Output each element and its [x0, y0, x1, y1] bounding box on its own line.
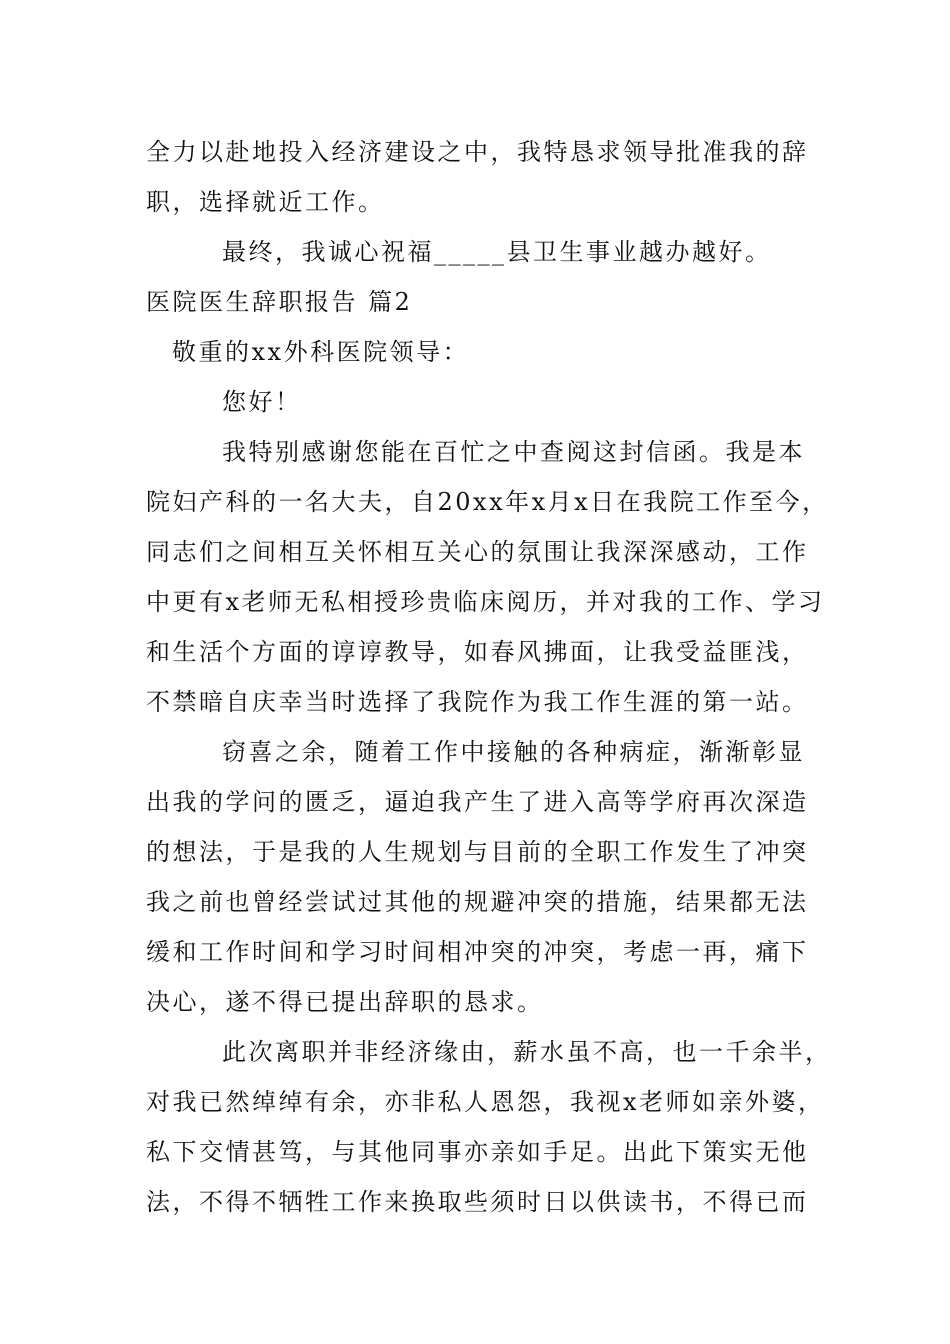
text-line: 和生活个方面的谆谆教导，如春风拂面，让我受益匪浅， — [146, 638, 809, 666]
text-line: 法，不得不牺牲工作来换取些须时日以供读书，不得已而 — [146, 1188, 809, 1216]
text-line: 窃喜之余，随着工作中接触的各种病症，渐渐彰显 — [222, 738, 805, 766]
text-line: 中更有x老师无私相授珍贵临床阅历，并对我的工作、学习 — [146, 588, 825, 616]
text-line: 同志们之间相互关怀相互关心的氛围让我深深感动，工作 — [146, 538, 809, 566]
text-line: 出我的学问的匮乏，逼迫我产生了进入高等学府再次深造 — [146, 788, 809, 816]
text-line: 不禁暗自庆幸当时选择了我院作为我工作生涯的第一站。 — [146, 688, 809, 716]
text-line: 职，选择就近工作。 — [146, 188, 385, 216]
greeting: 您好！ — [222, 388, 302, 416]
text-line: 最终，我诚心祝福_____县卫生事业越办越好。 — [222, 238, 772, 266]
text-line: 全力以赴地投入经济建设之中，我特恳求领导批准我的辞 — [146, 138, 809, 166]
text-line: 私下交情甚笃，与其他同事亦亲如手足。出此下策实无他 — [146, 1138, 809, 1166]
text-line: 我特别感谢您能在百忙之中查阅这封信函。我是本 — [222, 438, 805, 466]
section-heading: 医院医生辞职报告 篇2 — [146, 288, 413, 316]
text-line: 缓和工作时间和学习时间相冲突的冲突，考虑一再，痛下 — [146, 938, 809, 966]
text-line: 对我已然绰绰有余，亦非私人恩怨，我视x老师如亲外婆， — [146, 1088, 825, 1116]
text-line: 我之前也曾经尝试过其他的规避冲突的措施，结果都无法 — [146, 888, 809, 916]
text-line: 决心，遂不得已提出辞职的恳求。 — [146, 988, 544, 1016]
salutation: 敬重的xx外科医院领导： — [172, 338, 470, 366]
text-line: 此次离职并非经济缘由，薪水虽不高，也一千余半， — [222, 1038, 832, 1066]
text-line: 的想法，于是我的人生规划与目前的全职工作发生了冲突 — [146, 838, 809, 866]
text-line: 院妇产科的一名大夫，自20xx年x月x日在我院工作至今， — [146, 488, 829, 516]
